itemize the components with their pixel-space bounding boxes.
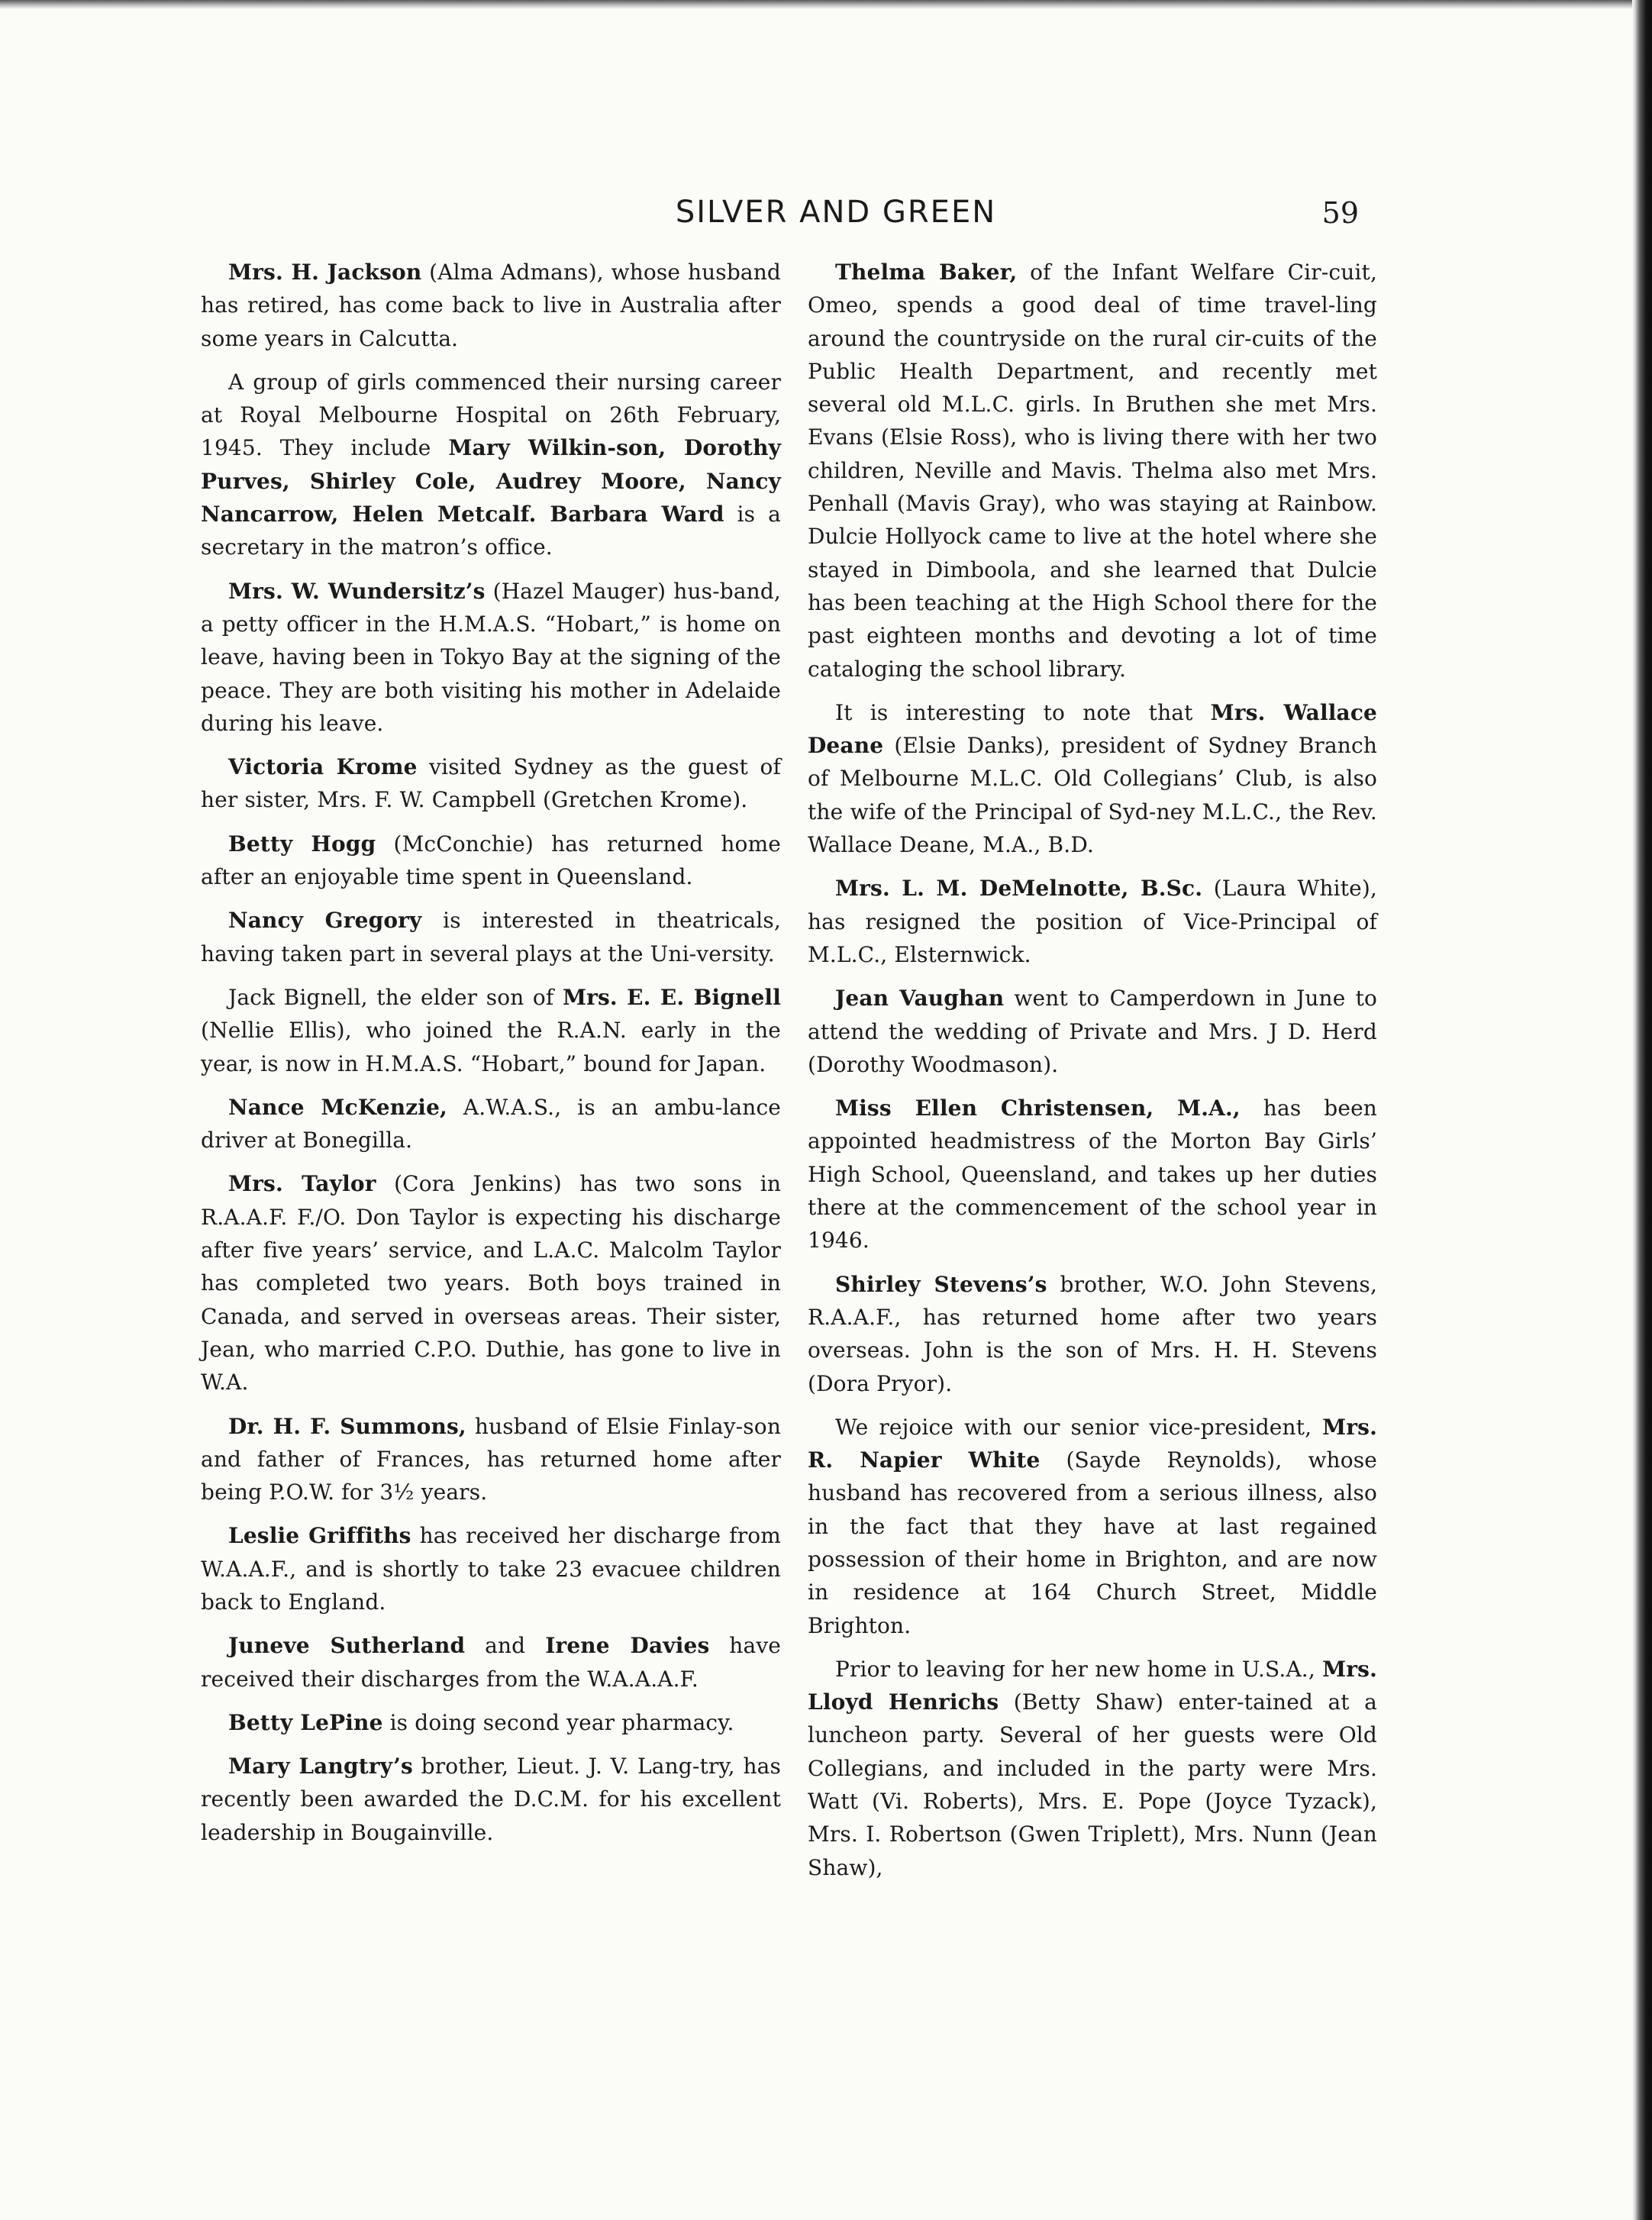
item-text: (Elsie Danks), president of Sydney Branch of Melbourne M.L.C. Old Collegians’ Club, is also the wife of the Principal of Syd-ney M.L.C., the Rev. Wallace Deane, M.A., B.D. (808, 733, 1377, 858)
news-item (808, 1268, 1377, 1400)
bold-name: Nancy Gregory (228, 908, 422, 934)
news-item (201, 575, 781, 740)
running-head (428, 189, 1359, 235)
bold-name: Victoria Krome (228, 754, 418, 780)
news-item (808, 256, 1377, 686)
news-item (808, 982, 1377, 1081)
news-item (201, 828, 781, 894)
bold-name: Nance McKenzie, (228, 1094, 447, 1120)
item-text: (McConchie) has returned home after an enjoyable time spent in Queensland. (201, 831, 781, 890)
item-text: is a secretary in the matron’s office. (201, 502, 781, 560)
item-text: went to Camperdown in June to attend the wedding of Private and Mrs. J D. Herd (Dorothy Woodmason). (808, 986, 1377, 1077)
item-text: (Betty Shaw) enter-tained at a luncheon party. Several of her guests were Old Collegians, and included in the party were Mrs. Watt (Vi. Roberts), Mrs. E. Pope (Joyce Tyzack), Mrs. I. Robertson (Gwen Triplett), Mrs. Nunn (Jean Shaw), (808, 1689, 1377, 1880)
news-item (201, 1167, 781, 1399)
news-item (201, 981, 781, 1080)
page-title: SILVER AND GREEN (675, 195, 997, 230)
news-item (201, 1750, 781, 1849)
news-item (808, 696, 1377, 861)
bold-name: Leslie Griffiths (228, 1523, 411, 1549)
item-text: (Cora Jenkins) has two sons in R.A.A.F. F./O. Don Taylor is expecting his discharge after five years’ service, and L.A.C. Malcolm Taylor has completed two years. Both boys trained in Canada, and served in overseas areas. Their sister, Jean, who married C.P.O. Duthie, has gone to live in W.A. (201, 1171, 781, 1396)
left-column (201, 256, 781, 1860)
news-item (808, 1653, 1377, 1884)
item-text: visited Sydney as the guest of her sister, Mrs. F. W. Campbell (Gretchen Krome). (201, 754, 781, 813)
news-item (201, 256, 781, 355)
bold-name: Shirley Stevens’s (835, 1271, 1047, 1297)
bold-name: Irene Davies (545, 1633, 710, 1659)
item-text: It is interesting to note that (835, 699, 1211, 725)
item-text: A.W.A.S., is an ambu-lance driver at Bonegilla. (201, 1094, 781, 1154)
item-text: is doing second year pharmacy. (382, 1709, 734, 1735)
item-text: brother, W.O. John Stevens, R.A.A.F., has returned home after two years overseas. John is the son of Mrs. H. H. Stevens (Dora Pryor). (808, 1271, 1377, 1396)
news-item (201, 1706, 781, 1739)
bold-name: Mrs. E. E. Bignell (562, 984, 781, 1010)
item-text: husband of Elsie Finlay-son and father of Frances, has returned home after being P.O.W. for 3½ years. (201, 1413, 782, 1505)
bold-name: Mrs. Lloyd Henrichs (808, 1656, 1377, 1715)
page-top-edge-shadow (0, 0, 1652, 9)
item-text: have received their discharges from the W.A.A.A.F. (201, 1633, 782, 1692)
news-item (201, 1629, 781, 1696)
bold-name: Mrs. W. Wundersitz’s (228, 578, 486, 604)
bold-name: Jean Vaughan (835, 986, 1005, 1012)
page-number: 59 (1321, 196, 1359, 230)
bold-name: Mrs. H. Jackson (228, 260, 422, 285)
bold-name: Betty LePine (228, 1709, 383, 1735)
item-text: of the Infant Welfare Cir-cuit, Omeo, spends a good deal of time travel-ling around the countryside on the rural cir-cuits of the Public Health Department, and recently met several old M.L.C. girls. In Bruthen she met Mrs. Evans (Elsie Ross), who is living there with her two children, Neville and Mavis. Thelma also met Mrs. Penhall (Mavis Gray), who was staying at Rainbow. Dulcie Hollyock came to live at the hotel where she stayed in Dimboola, and she learned that Dulcie has been teaching at the High School there for the past eighteen months and devoting a lot of time cataloging the school library. (808, 260, 1377, 682)
item-text: brother, Lieut. J. V. Lang-try, has recently been awarded the D.C.M. for his excellent leadership in Bougainville. (201, 1754, 782, 1845)
item-text: (Laura White), has resigned the position of Vice-Principal of M.L.C., Elsternwick. (808, 876, 1377, 967)
item-text: (Hazel Mauger) hus-band, a petty officer in the H.M.A.S. “Hobart,” is home on leave, having been in Tokyo Bay at the signing of the peace. They are both visiting his mother in Adelaide during his leave. (201, 578, 781, 736)
news-item (808, 872, 1377, 971)
page-binding-shadow (1632, 0, 1652, 2220)
item-text: (Alma Admans), whose husband has retired, has come back to live in Australia after some years in Calcutta. (201, 260, 782, 351)
bold-name: Mrs. R. Napier White (808, 1414, 1377, 1473)
item-text: We rejoice with our senior vice-president, (835, 1414, 1323, 1440)
bold-name: Juneve Sutherland (228, 1633, 466, 1659)
item-text: A group of girls commenced their nursing career at Royal Melbourne Hospital on 26th February, 1945. They include (201, 369, 781, 461)
item-text: has received her discharge from W.A.A.F., and is shortly to take 23 evacuee children back to England. (201, 1523, 781, 1615)
item-text: Prior to leaving for her new home in U.S.A., (835, 1656, 1323, 1682)
bold-name: Miss Ellen Christensen, M.A., (835, 1095, 1241, 1121)
news-item (201, 366, 781, 564)
item-text: has been appointed headmistress of the Morton Bay Girls’ High School, Queensland, and takes up her duties there at the commencement of the school year in 1946. (808, 1095, 1377, 1254)
news-item (808, 1411, 1377, 1642)
bold-name: Mary Wilkin-son, Dorothy Purves, Shirley Cole, Audrey Moore, Nancy Nancarrow, Helen Metcalf. Barbara Ward (201, 435, 781, 528)
news-item (201, 750, 781, 817)
news-item (808, 1092, 1377, 1257)
item-text: (Sayde Reynolds), whose husband has recovered from a serious illness, also in the fact that they have at last regained possession of their home in Brighton, and are now in residence at 164 Church Street, Middle Brighton. (808, 1447, 1377, 1638)
item-text: is interested in theatricals, having taken part in several plays at the Uni-versity. (201, 908, 781, 966)
bold-name: Dr. H. F. Summons, (228, 1413, 466, 1439)
bold-name: Betty Hogg (228, 831, 376, 857)
bold-name: Mrs. Taylor (228, 1171, 376, 1197)
news-item (201, 1410, 781, 1509)
item-text: Jack Bignell, the elder son of (228, 984, 563, 1010)
bold-name: Mrs. L. M. DeMelnotte, B.Sc. (835, 876, 1203, 902)
bold-name: Thelma Baker, (835, 260, 1018, 285)
news-item (201, 1091, 781, 1157)
item-text: (Nellie Ellis), who joined the R.A.N. early in the year, is now in H.M.A.S. “Hobart,” bound for Japan. (201, 1018, 781, 1076)
bold-name: Mary Langtry’s (228, 1754, 413, 1780)
item-text: and (465, 1633, 546, 1659)
news-item (201, 904, 781, 970)
bold-name: Mrs. Wallace Deane (808, 699, 1377, 759)
news-item (201, 1519, 781, 1618)
right-column (808, 256, 1377, 1895)
